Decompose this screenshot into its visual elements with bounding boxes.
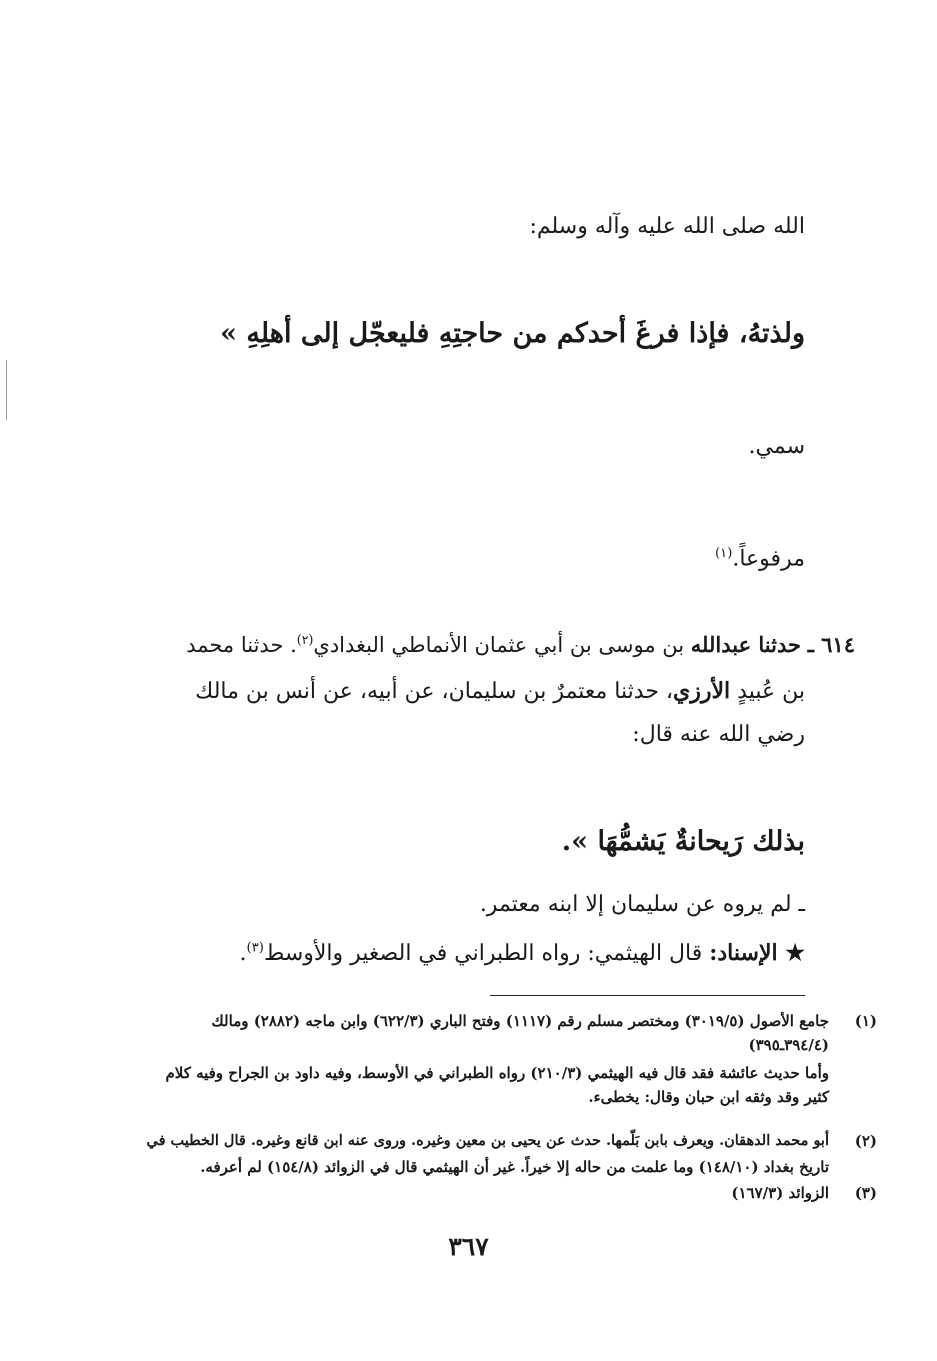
footnote-1-marker: (١) xyxy=(854,1012,877,1030)
footnote-2-line-1: أبو محمد الدهقان. ويعرف بابن بَلّمها. حدث عن يحيى بن معين وغيره. وروى عنه ابن قانع وغيره. قال الخطيب في xyxy=(146,1132,829,1149)
isnad-text: بن موسى بن أبي عثمان الأنماطي البغدادي xyxy=(313,633,685,657)
narrator-bold: حدثنا عبدالله xyxy=(690,632,801,657)
isnad-line-4: الله صلى الله عليه وآله وسلم: xyxy=(529,214,805,239)
grading-end-614: . xyxy=(239,941,247,966)
scan-margin-mark xyxy=(6,360,7,420)
grading-line-2 xyxy=(715,546,805,571)
page-number: ٣٦٧ xyxy=(448,1232,489,1261)
grading-text-614: قال الهيثمي: رواه الطبراني في الصغير والأوسط xyxy=(263,941,703,966)
footnote-3-line-1: الزوائد (١٦٧/٣) xyxy=(731,1184,829,1202)
hadith-614-matn-2: بذلك رَيحانةٌ يَشمُّهَا ». xyxy=(561,826,805,857)
footnote-ref-3: (٣) xyxy=(246,940,264,956)
hadith-number: ٦١٤ ـ xyxy=(807,632,855,657)
hadith-614-grading xyxy=(240,940,805,966)
grading-text-2: مرفوعاً. xyxy=(732,546,805,572)
footnote-ref-1: (١) xyxy=(714,546,733,561)
footnote-ref-2: (٢) xyxy=(296,632,314,647)
isnad-text-2a: بن عُبيدٍ xyxy=(737,679,805,704)
isnad-text-2b: ، حدثنا معتمرٌ بن سليمان، عن أبيه، عن أنس بن مالك xyxy=(195,679,674,704)
hadith-614-line-2 xyxy=(195,678,805,704)
footnote-separator xyxy=(490,995,805,996)
hadith-614-line-3: رضي الله عنه قال: xyxy=(632,722,805,747)
narrator-bold-2: الأرزي xyxy=(673,678,731,704)
footnote-2-line-2: تاريخ بغداد (١٤٨/١٠) وما علمت من حاله إلا خيراً. غير أن الهيثمي قال في الزوائد (١٥٤/٨) لم أعرفه. xyxy=(200,1158,829,1176)
isnad-text-tail: . حدثنا محمد xyxy=(186,633,297,657)
footnote-2-marker: (٢) xyxy=(854,1132,877,1150)
hadith-614-line-1 xyxy=(186,632,855,657)
note-line-2: سمي. xyxy=(748,434,805,459)
hadith-614-note: ـ لم يروه عن سليمان إلا ابنه معتمر. xyxy=(479,892,805,917)
footnote-1-line-1: جامع الأصول (٣٠١٩/٥) ومختصر مسلم رقم (١١١٧) وفتح الباري (٦٢٢/٣) وابن ماجه (٢٨٨٢) ومالك xyxy=(211,1012,829,1030)
footnote-3-marker: (٣) xyxy=(854,1184,877,1202)
grading-label-614: ★ الإسناد: xyxy=(709,940,805,966)
footnote-1-line-4: كثير وقد وثقه ابن حبان وقال: يخطىء. xyxy=(588,1088,829,1106)
footnote-1-line-3: وأما حديث عائشة فقد قال فيه الهيثمي (٢١٠/٣) رواه الطبراني في الأوسط، وفيه داود بن الجراح وفيه كلام xyxy=(165,1064,829,1082)
footnote-1-line-2: (٣٩٤/٤ـ٣٩٥) xyxy=(748,1036,829,1054)
matn-line-2: ولذتهُ، فإذا فرغَ أحدكم من حاجتِهِ فليعجّل إلى أهلِهِ » xyxy=(220,318,805,349)
